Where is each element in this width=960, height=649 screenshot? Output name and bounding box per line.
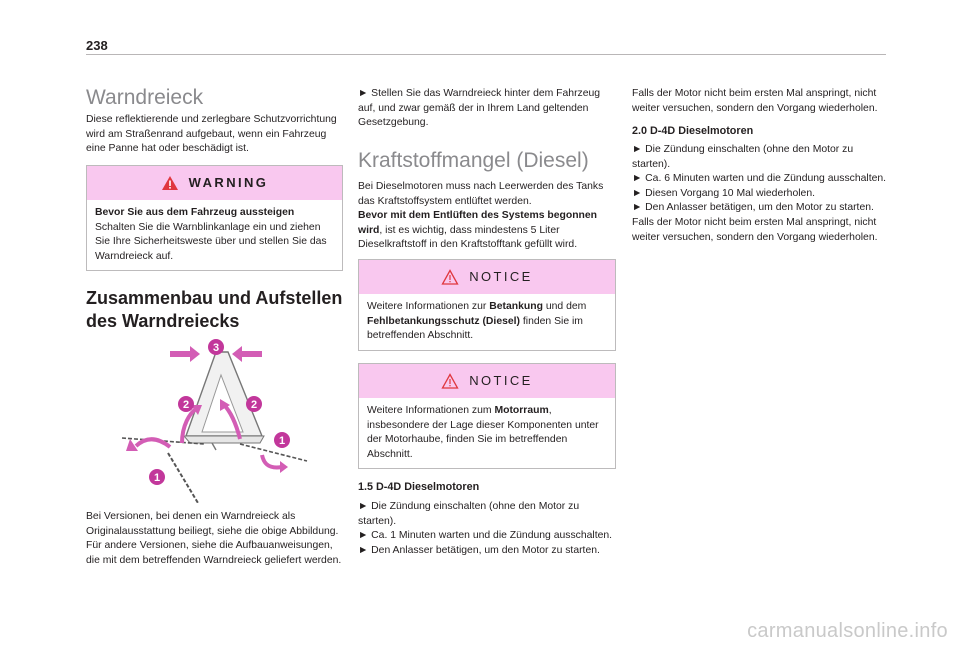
assembly-heading: Zusammenbau und Aufstellen des Warndreiecks: [86, 288, 343, 331]
notice-bold: Fehlbetankungsschutz (Diesel): [367, 315, 520, 327]
warning-text: Schalten Sie die Warnblinkanlage ein und ziehen Sie Ihre Sicherheitsweste über und stellen Sie das Warndreieck auf.: [95, 221, 327, 262]
sub-heading-2-0-d4d: 2.0 D-4D Dieselmotoren: [632, 125, 754, 137]
notice-text: und dem: [542, 301, 587, 312]
figure-number-3: [208, 339, 224, 355]
notice-body-refuel: [359, 294, 615, 351]
page-number: 238: [86, 38, 108, 53]
step-item: ► Diesen Vorgang 10 Mal wiederholen.: [632, 187, 815, 199]
sub-heading-1-5-d4d: 1.5 D-4D Dieselmotoren: [358, 481, 480, 493]
svg-text:2: 2: [250, 399, 258, 411]
figure-number-1-right: [274, 432, 290, 448]
warning-label: WARNING: [188, 174, 269, 190]
steps-1-5-d4d: [358, 500, 616, 558]
warning-bold-text: Bevor Sie aus dem Fahrzeug aussteigen: [95, 207, 295, 218]
warning-triangle-assembly-figure: [112, 335, 334, 503]
notice-box-refuel: [358, 259, 616, 351]
steps-2-0-d4d: [632, 143, 888, 245]
intro-paragraph: Diese reflektierende und zerlegbare Schutzvorrichtung wird am Straßenrand aufgebaut, wenn ein Fahrzeug eine Panne hat oder beschädigt ist.: [86, 114, 337, 155]
diesel-bleed-text: , ist es wichtig, dass mindestens 5 Liter Dieselkraftstoff in den Kraftstofftank gefüllt wird.: [358, 224, 578, 251]
svg-text:1: 1: [153, 472, 161, 484]
notice-triangle-icon: [441, 373, 459, 389]
diesel-intro-text: Bei Dieselmotoren muss nach Leerwerden des Tanks das Kraftstoffsystem entlüftet werden.: [358, 181, 604, 207]
versions-paragraph: [86, 510, 343, 568]
diesel-intro-paragraph: [358, 180, 616, 253]
notice-header-refuel: [359, 260, 615, 294]
section-title-warndreieck: Warndreieck: [86, 86, 204, 109]
figure-number-2-left: [178, 396, 194, 412]
warning-body: [87, 200, 342, 271]
svg-text:1: 1: [278, 435, 286, 447]
watermark: carmanualsonline.info: [747, 620, 948, 642]
header-rule: [86, 54, 886, 55]
figure-number-1-left: [149, 469, 165, 485]
svg-text:3: 3: [212, 342, 220, 354]
notice-text: , insbesondere der Lage dieser Komponenten unter der Motorhaube, finden Sie im betreffenden Abschnitt.: [367, 405, 599, 460]
notice-triangle-icon: [441, 269, 459, 285]
warning-triangle-icon: [161, 175, 179, 191]
notice-body-engine-bay: [359, 398, 615, 469]
versions-text-2: Für andere Versionen, siehe die Aufbauanweisungen, die mit dem betreffenden Warndreieck geliefert werden.: [86, 540, 342, 566]
figure-number-2-right: [246, 396, 262, 412]
retry-paragraph-2: Falls der Motor nicht beim ersten Mal anspringt, nicht weiter versuchen, sondern den Vorgang wiederholen.: [632, 216, 878, 243]
notice-header-engine-bay: [359, 364, 615, 398]
notice-bold: Betankung: [489, 301, 543, 312]
section-title-fuel-shortage: Kraftstoffmangel (Diesel): [358, 149, 589, 172]
step-item: ► Den Anlasser betätigen, um den Motor zu starten.: [358, 544, 600, 556]
svg-text:2: 2: [182, 399, 190, 411]
warning-box: [86, 165, 343, 271]
notice-text: Weitere Informationen zur: [367, 301, 490, 312]
step-item: ► Die Zündung einschalten (ohne den Motor zu starten).: [358, 501, 580, 527]
step-item: ► Ca. 6 Minuten warten und die Zündung ausschalten.: [632, 173, 887, 185]
notice-text: Weitere Informationen zum: [367, 405, 495, 416]
notice-label: NOTICE: [469, 372, 533, 388]
notice-bold: Motorraum: [494, 405, 549, 416]
step-item: ► Den Anlasser betätigen, um den Motor zu starten.: [632, 202, 874, 214]
step-place-triangle: ► Stellen Sie das Warndreieck hinter dem Fahrzeug auf, und zwar gemäß der in Ihrem Land geltenden Gesetzgebung.: [358, 88, 601, 129]
step-item: ► Ca. 1 Minuten warten und die Zündung ausschalten.: [358, 530, 613, 542]
notice-text: finden Sie im betreffenden Abschnitt.: [367, 315, 583, 342]
step-item: ► Die Zündung einschalten (ohne den Motor zu starten).: [632, 144, 854, 170]
notice-label: NOTICE: [469, 268, 533, 284]
diesel-bleed-bold: Bevor mit dem Entlüften des Systems begonnen wird: [358, 210, 598, 236]
retry-paragraph-1: Falls der Motor nicht beim ersten Mal anspringt, nicht weiter versuchen, sondern den Vorgang wiederholen.: [632, 88, 878, 114]
warning-header: [87, 166, 342, 200]
versions-text-1: Bei Versionen, bei denen ein Warndreieck als Originalausstattung beiliegt, siehe die obige Abbildung.: [86, 511, 339, 537]
notice-box-engine-bay: [358, 363, 616, 469]
